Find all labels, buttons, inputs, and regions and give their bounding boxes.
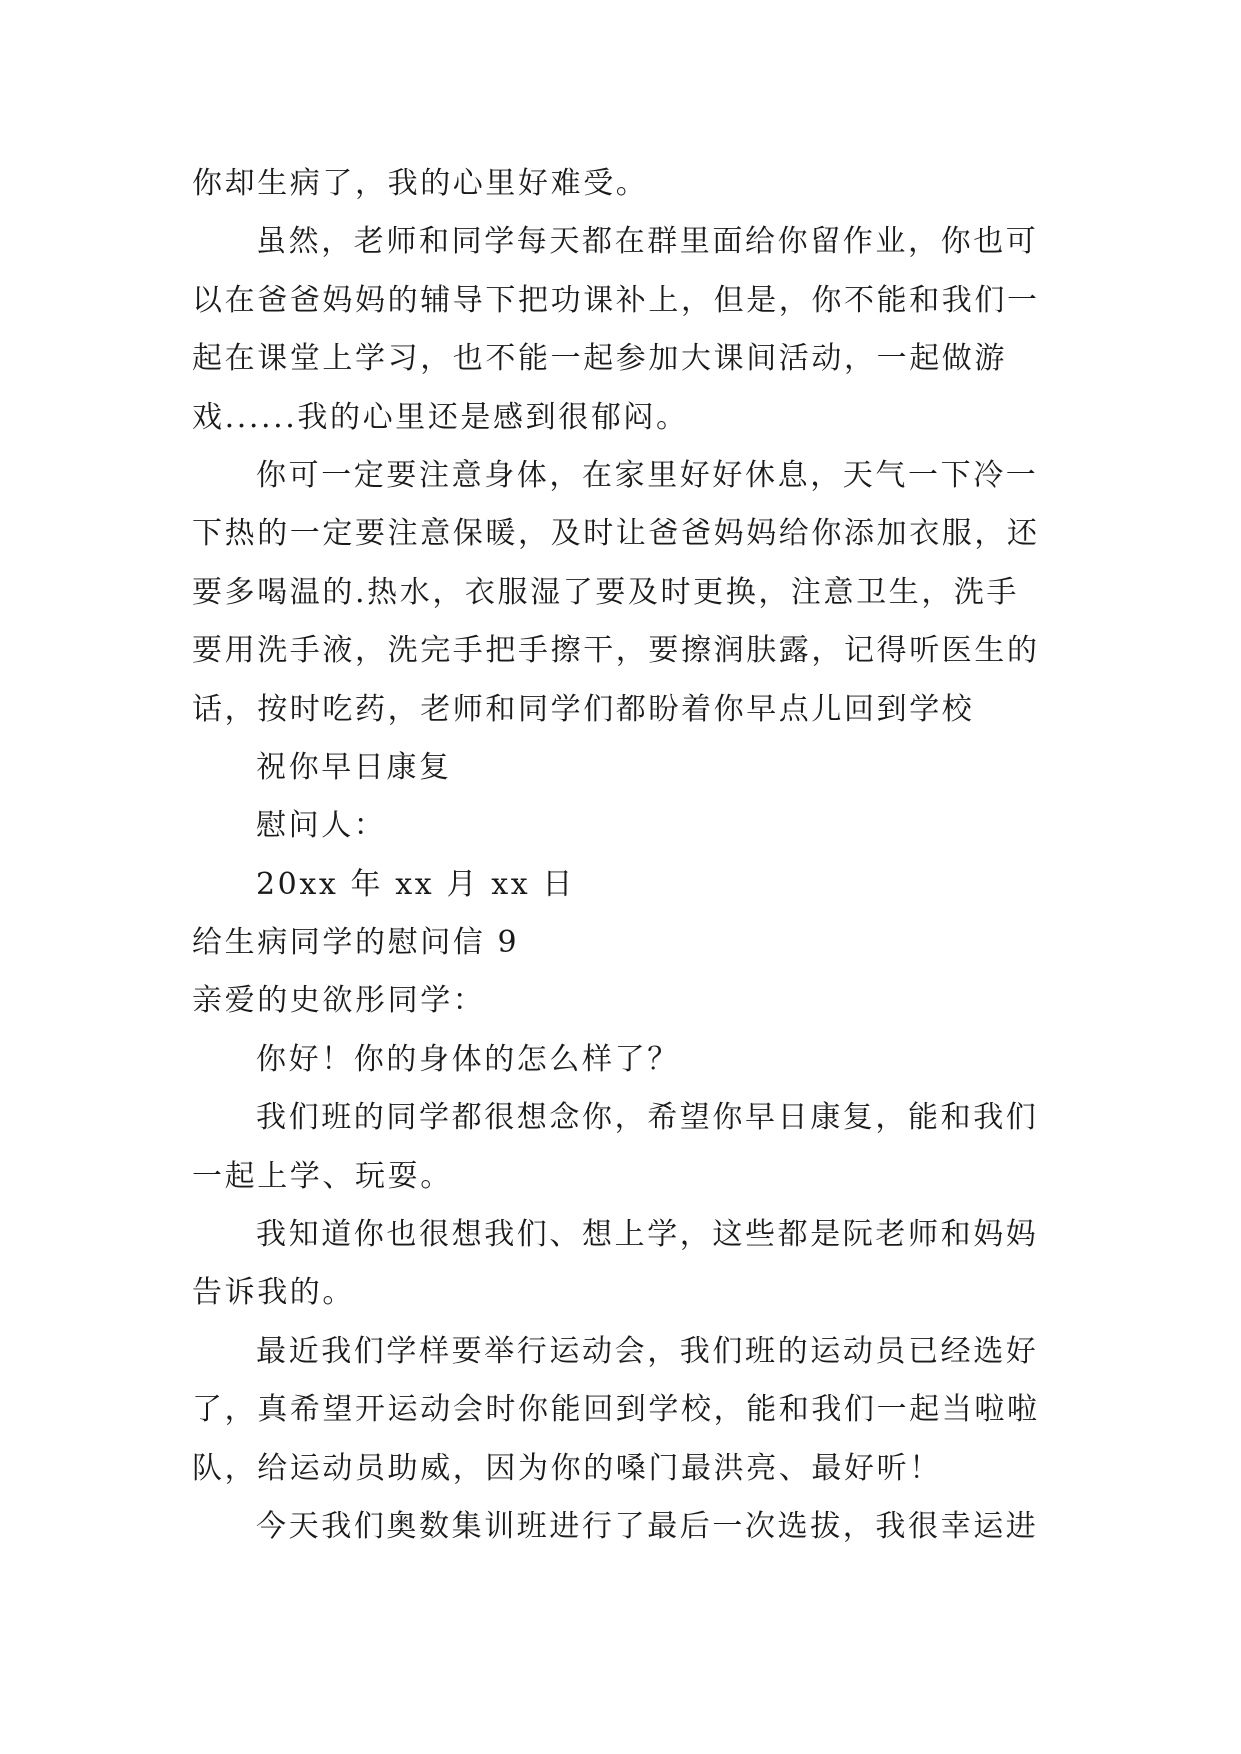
letter-title: 给生病同学的慰问信 9 [192, 925, 520, 961]
text-line: 一起上学、玩耍。 [192, 1158, 453, 1194]
text-line: 你却生病了，我的心里好难受。 [192, 166, 649, 201]
text-line: 话，按时吃药，老师和同学们都盼着你早点儿回到学校 [192, 691, 975, 727]
text-line: 我们班的同学都很想念你，希望你早日康复，能和我们 [256, 1100, 1039, 1136]
text-line: 要用洗手液，洗完手把手擦干，要擦润肤露，记得听医生的 [192, 633, 1040, 669]
letter-salutation: 亲爱的史欲彤同学： [192, 983, 486, 1019]
signature-label: 慰问人： [256, 808, 387, 844]
closing-wish: 祝你早日康复 [256, 749, 452, 785]
text-line: 队，给运动员助威，因为你的嗓门最洪亮、最好听！ [192, 1450, 942, 1486]
text-line: 要多喝温的.热水，衣服湿了要及时更换，注意卫生，洗手 [192, 574, 1020, 610]
text-line: 告诉我的。 [192, 1275, 355, 1311]
text-line: 我知道你也很想我们、想上学，这些都是阮老师和妈妈 [256, 1217, 1039, 1253]
text-line: 戏......我的心里还是感到很郁闷。 [192, 399, 689, 435]
text-line: 今天我们奥数集训班进行了最后一次选拔，我很幸运进 [256, 1508, 1039, 1544]
text-line: 你好！你的身体的怎么样了？ [256, 1041, 680, 1077]
text-line: 你可一定要注意身体，在家里好好休息，天气一下冷一 [256, 457, 1039, 493]
text-line: 起在课堂上学习，也不能一起参加大课间活动，一起做游 [192, 341, 1007, 377]
text-line: 最近我们学样要举行运动会，我们班的运动员已经选好 [256, 1333, 1039, 1369]
document-body [192, 155, 1054, 1556]
text-line: 虽然，老师和同学每天都在群里面给你留作业，你也可 [256, 224, 1039, 260]
text-line: 下热的一定要注意保暖，及时让爸爸妈妈给你添加衣服，还 [192, 516, 1040, 552]
text-line: 以在爸爸妈妈的辅导下把功课补上，但是，你不能和我们一 [192, 282, 1040, 318]
text-line: 了，真希望开运动会时你能回到学校，能和我们一起当啦啦 [192, 1392, 1040, 1428]
letter-date: 20xx 年 xx 月 xx 日 [256, 866, 575, 902]
